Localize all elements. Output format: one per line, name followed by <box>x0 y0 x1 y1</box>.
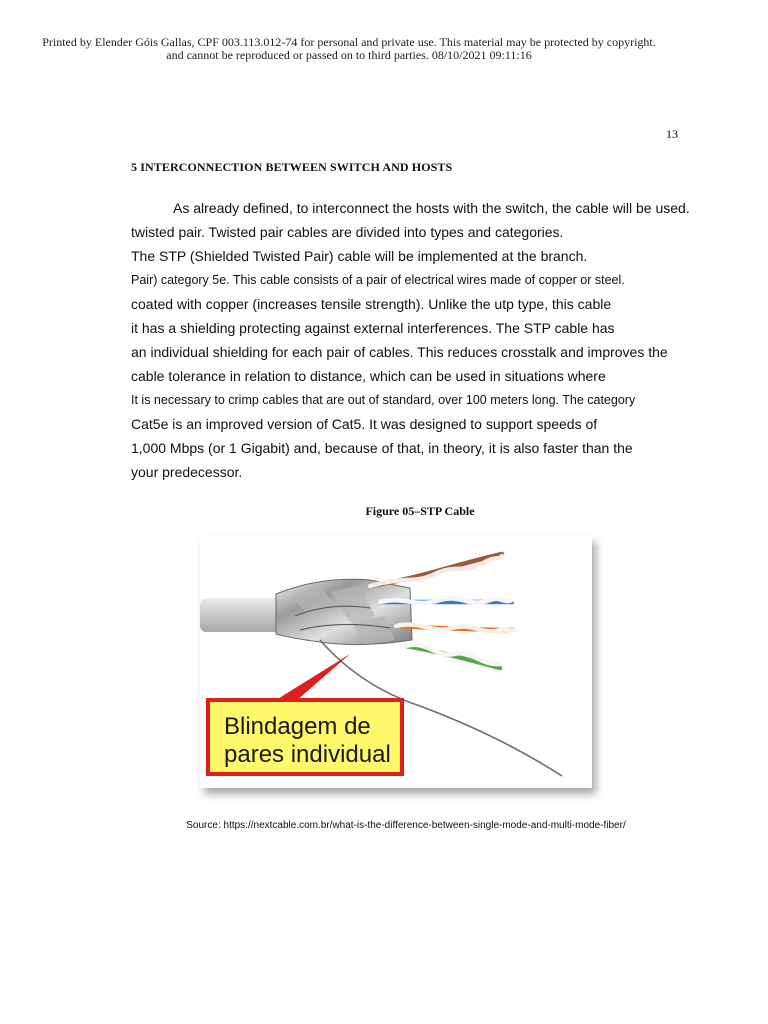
paragraph-line: Cat5e is an improved version of Cat5. It was designed to support speeds of <box>131 416 598 432</box>
orange-pair <box>396 624 514 631</box>
paragraph-line: an individual shielding for each pair of cables. This reduces crosstalk and improves the <box>131 344 668 360</box>
page-number: 13 <box>666 127 678 141</box>
callout-text-line-2: pares individual <box>224 741 391 768</box>
paragraph-line: Pair) category 5e. This cable consists of a pair of electrical wires made of copper or steel. <box>131 273 625 287</box>
paragraph-line: it has a shielding protecting against external interferences. The STP cable has <box>131 320 615 336</box>
figure-caption: Figure 05–STP Cable <box>365 504 475 518</box>
section-heading: 5 INTERCONNECTION BETWEEN SWITCH AND HOSTS <box>131 160 453 174</box>
paragraph-line: coated with copper (increases tensile strength). Unlike the utp type, this cable <box>131 296 612 312</box>
paragraph-line: your predecessor. <box>131 464 243 480</box>
stp-cable-figure <box>200 536 592 788</box>
blue-pair <box>380 598 512 602</box>
print-notice-line-2: and cannot be reproduced or passed on to third parties. 08/10/2021 09:11:16 <box>166 48 532 62</box>
paragraph-line: 1,000 Mbps (or 1 Gigabit) and, because of that, in theory, it is also faster than the <box>131 440 633 456</box>
print-notice-line-1: Printed by Elender Góis Gallas, CPF 003.113.012-74 for personal and private use. This material may be protected by copyright. <box>42 35 656 49</box>
stp-cable-illustration <box>200 536 592 788</box>
print-notice-header <box>0 36 698 62</box>
brown-pair <box>370 554 502 586</box>
paragraph-line: It is necessary to crimp cables that are out of standard, over 100 meters long. The category <box>131 393 636 407</box>
paragraph-line: The STP (Shielded Twisted Pair) cable will be implemented at the branch. <box>131 248 588 264</box>
paragraph-line: cable tolerance in relation to distance, which can be used in situations where <box>131 368 606 384</box>
figure-source: Source: https://nextcable.com.br/what-is-the-difference-between-single-mode-and-multi-mode-fiber/ <box>186 820 626 831</box>
cable-jacket <box>200 598 282 632</box>
callout-text-line-1: Blindagem de <box>224 713 371 740</box>
paragraph-line: twisted pair. Twisted pair cables are divided into types and categories. <box>131 224 564 240</box>
paragraph-line: As already defined, to interconnect the hosts with the switch, the cable will be used. <box>173 200 690 216</box>
green-pair <box>406 645 500 668</box>
body-paragraph <box>131 196 690 484</box>
